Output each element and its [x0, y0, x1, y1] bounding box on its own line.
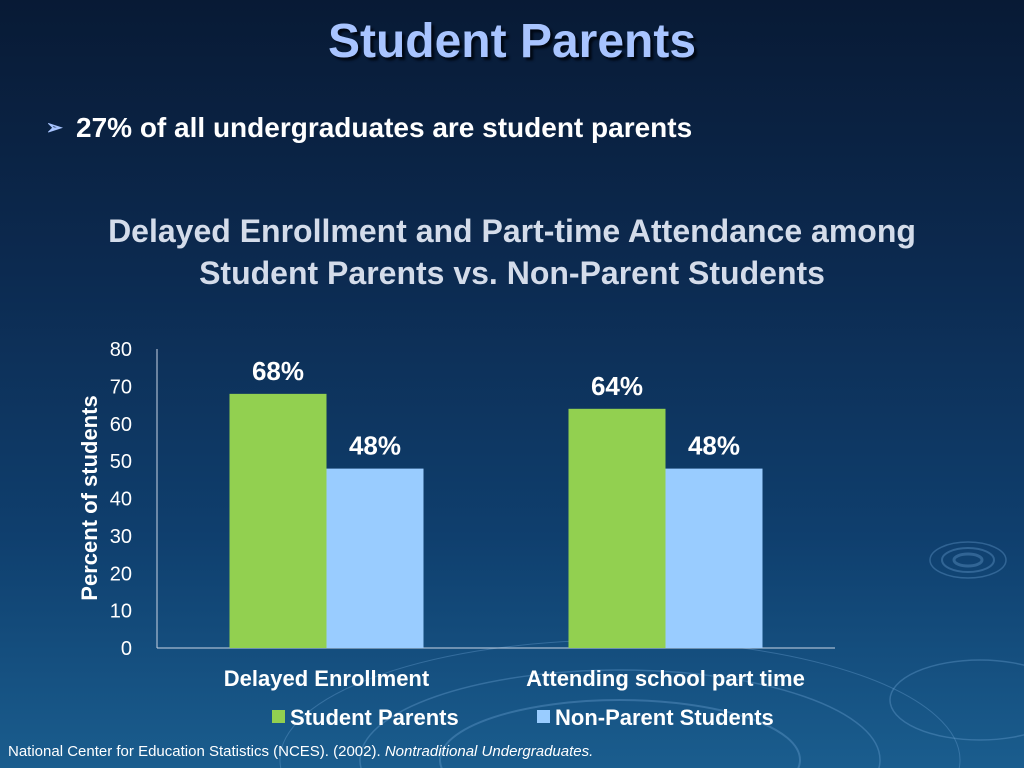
bar — [666, 469, 763, 648]
arrow-bullet-icon: ➢ — [46, 117, 63, 139]
x-tick-label: Attending school part time — [526, 666, 805, 691]
x-tick-label: Delayed Enrollment — [223, 666, 430, 691]
legend-label: Non-Parent Students — [555, 705, 774, 730]
chart-title-line-1: Delayed Enrollment and Part-time Attendance among — [108, 213, 916, 249]
y-tick-label: 0 — [120, 638, 132, 660]
legend-swatch — [537, 710, 550, 723]
y-tick-label: 80 — [109, 339, 132, 361]
y-tick-label: 20 — [109, 563, 132, 586]
citation-text: National Center for Education Statistics (NCES). (2002). — [8, 743, 385, 760]
data-label: 48% — [687, 430, 741, 461]
data-label: 68% — [251, 355, 305, 386]
data-label: 48% — [348, 430, 402, 461]
chart-title-line-2: Student Parents vs. Non-Parent Students — [199, 255, 825, 291]
bullet-text: 27% of all undergraduates are student parents — [76, 112, 693, 143]
legend-swatch — [272, 710, 285, 723]
y-tick-label: 10 — [109, 600, 132, 623]
y-tick-label: 60 — [109, 413, 132, 436]
slide-title: Student Parents — [327, 15, 697, 68]
y-tick-label: 50 — [109, 451, 132, 474]
legend-label: Student Parents — [290, 705, 459, 730]
y-axis-label: Percent of students — [77, 395, 102, 601]
bar — [327, 469, 424, 648]
bar — [230, 394, 327, 648]
citation-title: Nontraditional Undergraduates. — [384, 743, 594, 760]
citation-footnote — [8, 743, 593, 760]
y-tick-label: 70 — [109, 376, 132, 399]
y-tick-label: 30 — [109, 525, 132, 548]
y-tick-label: 40 — [109, 488, 132, 511]
bar — [569, 409, 666, 648]
data-label: 64% — [590, 370, 644, 401]
